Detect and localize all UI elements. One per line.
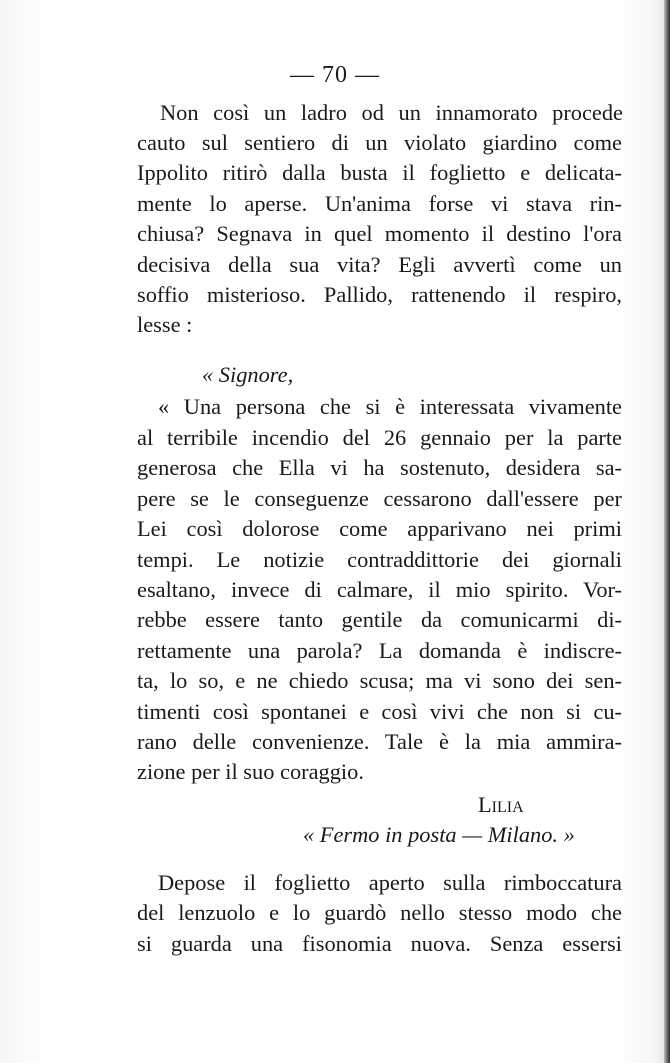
letter-line-11: timenti così spontanei e così vivi che non si cu- bbox=[137, 699, 622, 724]
letter-line-9: rettamente una parola? La domanda è indiscre- bbox=[137, 638, 622, 663]
letter-line-2: al terribile incendio del 26 gennaio per la parte bbox=[137, 425, 622, 450]
letter-line-4: pere se le conseguenze cessarono dall'essere per bbox=[137, 486, 622, 511]
letter-line-5: Lei così dolorose come apparivano nei primi bbox=[137, 516, 622, 541]
paragraph1-line-2: cauto sul sentiero di un violato giardino come bbox=[137, 130, 622, 155]
letter-line-10: ta, lo so, e ne chiedo scusa; ma vi sono dei sen- bbox=[137, 668, 622, 693]
paragraph1-line-5: chiusa? Segnava in quel momento il destino l'ora bbox=[137, 221, 622, 246]
page-edge-shadow bbox=[664, 0, 670, 1063]
letter-line-7: esaltano, invece di calmare, il mio spirito. Vor- bbox=[137, 577, 622, 602]
letter-line-1: « Una persona che si è interessata vivamente bbox=[158, 394, 622, 419]
paragraph1-line-3: Ippolito ritirò dalla busta il foglietto e delicata- bbox=[137, 160, 622, 185]
letter-salutation: « Signore, bbox=[202, 362, 294, 387]
letter-line-13: zione per il suo coraggio. bbox=[137, 759, 364, 784]
paragraph1-line-8: lesse : bbox=[137, 312, 193, 337]
paragraph1-line-7: soffio misterioso. Pallido, rattenendo il respiro, bbox=[137, 282, 622, 307]
paragraph2-line-3: si guarda una fisonomia nuova. Senza essersi bbox=[137, 931, 622, 956]
page-number: — 70 — bbox=[290, 62, 380, 88]
letter-line-3: generosa che Ella vi ha sostenuto, desidera sa- bbox=[137, 455, 622, 480]
letter-address: « Fermo in posta — Milano. » bbox=[303, 822, 575, 847]
paragraph2-line-1: Depose il foglietto aperto sulla rimboccatura bbox=[158, 870, 622, 895]
paragraph1-line-1: Non così un ladro od un innamorato procede bbox=[160, 100, 623, 125]
paragraph1-line-4: mente lo aperse. Un'anima forse vi stava rin- bbox=[137, 191, 622, 216]
paragraph2-line-2: del lenzuolo e lo guardò nello stesso modo che bbox=[137, 900, 622, 925]
letter-signature: Lilia bbox=[478, 792, 524, 817]
letter-line-6: tempi. Le notizie contraddittorie dei giornali bbox=[137, 547, 622, 572]
letter-line-8: rebbe essere tanto gentile da comunicarmi di- bbox=[137, 607, 622, 632]
letter-line-12: rano delle convenienze. Tale è la mia ammira- bbox=[137, 729, 622, 754]
paragraph1-line-6: decisiva della sua vita? Egli avvertì come un bbox=[137, 252, 622, 277]
